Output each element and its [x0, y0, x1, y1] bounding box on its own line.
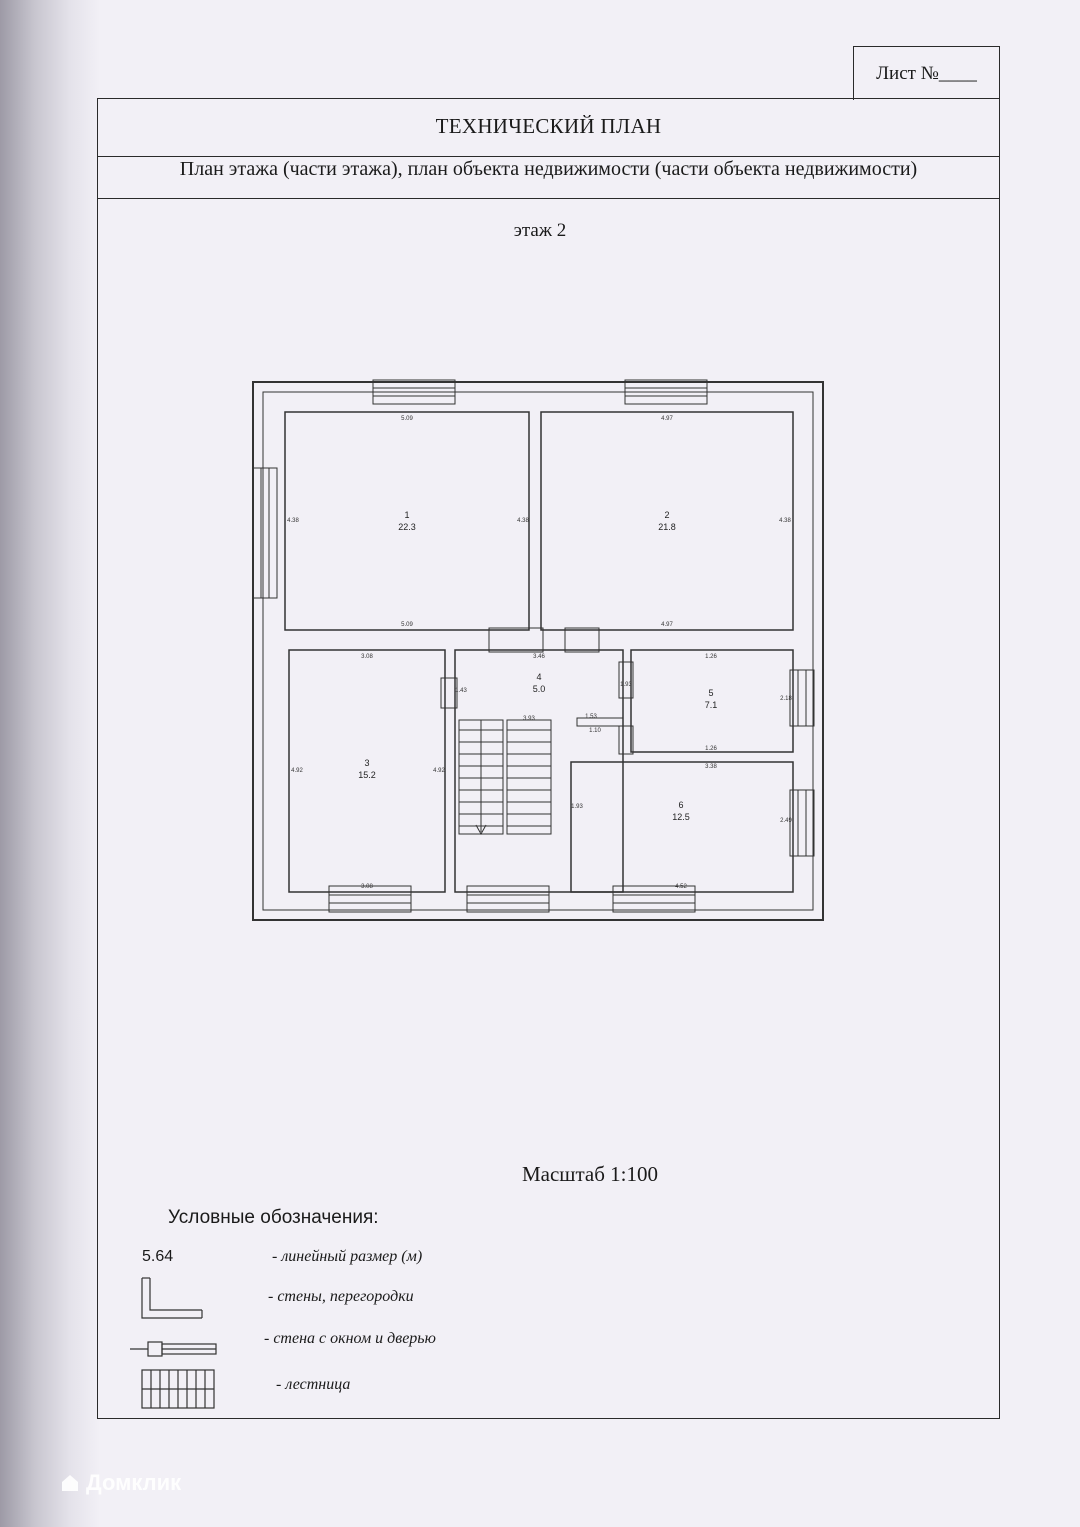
dim-room1-bottom: 5.09: [401, 622, 413, 628]
watermark: [60, 1470, 181, 1496]
door-room-1: [489, 628, 543, 652]
room-1-area: 22.3: [398, 522, 416, 532]
dim-room6-side: 2.49: [780, 818, 792, 824]
document-subtitle: План этажа (части этажа), план объекта недвижимости (части объекта недвижимости): [179, 158, 918, 180]
room-6-area: 12.5: [672, 812, 690, 822]
room-3-area: 15.2: [358, 770, 376, 780]
window-door-symbol: [128, 1338, 220, 1360]
scale-label: Масштаб 1:100: [521, 1162, 658, 1186]
outer-wall-inner: [263, 392, 813, 910]
dim-room2-bottom: 4.97: [661, 622, 673, 628]
floor-plan: [245, 370, 835, 930]
title-divider: [97, 156, 1000, 157]
dim-room3-top: 3.08: [361, 654, 373, 660]
legend-item-window-door: - стена с окном и дверью: [264, 1330, 436, 1347]
binding-shadow: [0, 0, 100, 1527]
window-left: [253, 468, 277, 598]
room-5-number: 5: [708, 688, 714, 698]
room-5-area: 7.1: [704, 700, 718, 710]
dim-room4-top: 3.46: [533, 654, 545, 660]
room-3-number: 3: [364, 758, 370, 768]
watermark-text: Домклик: [86, 1470, 182, 1495]
dim-room6-left: 1.93: [571, 804, 583, 810]
document-title: ТЕХНИЧЕСКИЙ ПЛАН: [435, 114, 662, 138]
floor-label: этаж 2: [513, 220, 567, 241]
legend-item-stairs: - лестница: [276, 1376, 351, 1393]
outer-wall: [253, 382, 823, 920]
room-1-number: 1: [404, 510, 410, 520]
dim-room5-bottom: 1.26: [705, 746, 717, 752]
legend-item-walls: - стены, перегородки: [268, 1288, 414, 1305]
dim-room6-top: 3.38: [705, 764, 717, 770]
subtitle-divider: [97, 198, 1000, 199]
dim-room5-side: 2.18: [780, 696, 792, 702]
room-4-area: 5.0: [532, 684, 546, 694]
room-2-outline: [541, 412, 793, 630]
house-icon: [60, 1473, 80, 1493]
dim-room4-stair: 3.93: [523, 716, 535, 722]
dim-small-a: 1.53: [585, 714, 597, 720]
dim-room3-left: 4.92: [291, 768, 303, 774]
dim-room3-bottom: 3.08: [361, 884, 373, 890]
dim-room2-right: 4.38: [779, 518, 791, 524]
legend-item-dimension: - линейный размер (м): [272, 1248, 423, 1265]
sheet-number-label: Лист №____: [876, 62, 977, 84]
room-6-number: 6: [678, 800, 684, 810]
door-room-2: [565, 628, 599, 652]
room-2-number: 2: [664, 510, 670, 520]
room-4-number: 4: [536, 672, 542, 682]
room-6-outline: [571, 762, 793, 892]
sheet-number-box: [853, 46, 1000, 100]
room-2-area: 21.8: [658, 522, 676, 532]
legend-title: Условные обозначения:: [168, 1207, 379, 1228]
dim-room5-left: 1.93: [620, 682, 632, 688]
dim-room1-side: 4.38: [287, 518, 299, 524]
dim-room1-right: 4.38: [517, 518, 529, 524]
dim-room3-right: 4.92: [433, 768, 445, 774]
dim-room5-top: 1.26: [705, 654, 717, 660]
legend-sample-dimension: 5.64: [142, 1248, 174, 1265]
room-1-outline: [285, 412, 529, 630]
window-bottom-middle: [467, 886, 549, 912]
dim-room4-inner: 1.43: [455, 688, 467, 694]
dim-room2-top: 4.97: [661, 416, 673, 422]
door-room-6: [577, 718, 623, 726]
dim-small-b: 1.10: [589, 728, 601, 734]
dim-room6-bottom: 4.52: [675, 884, 687, 890]
dim-room1-top: 5.09: [401, 416, 413, 422]
staircase: [459, 720, 551, 834]
stairs-symbol: [140, 1368, 216, 1410]
wall-symbol: [140, 1276, 206, 1322]
